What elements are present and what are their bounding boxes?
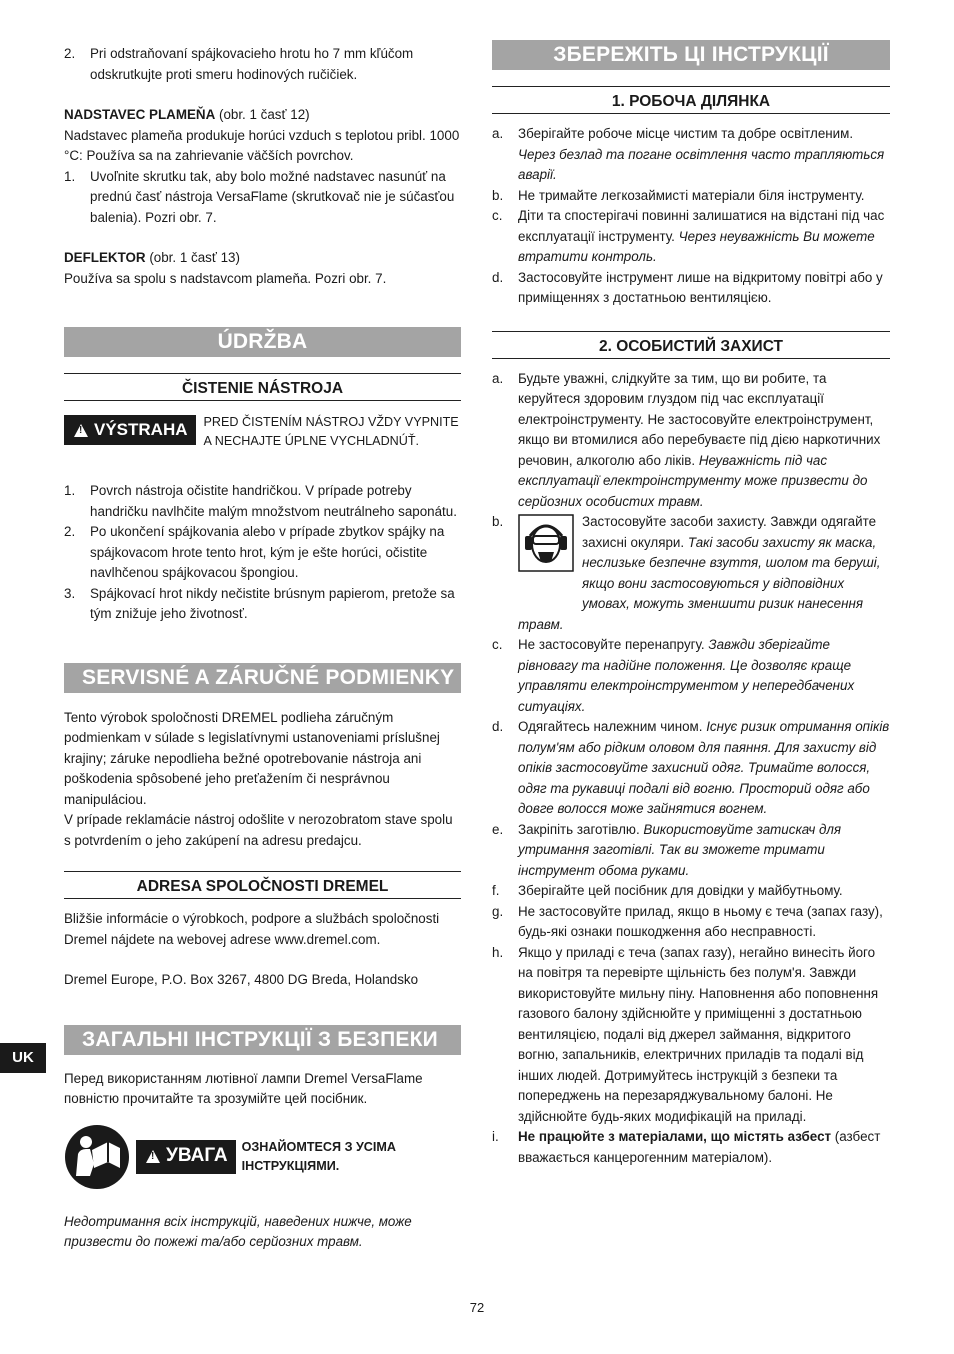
adresa-p2: Dremel Europe, P.O. Box 3267, 4800 DG Breda, Holandsko: [64, 972, 419, 987]
list-item: b. Не тримайте легкозаймисті матеріали біля інструменту.: [492, 187, 865, 203]
list-item: 3. Spájkovací hrot nikdy nečistite brúsnym papierom, pretože sa tým znižuje jeho životnosť.: [64, 585, 455, 621]
list-item: a. Зберігайте робоче місце чистим та добре освітленим. Через безлад та погане освітлення часто трапляються аварії.: [492, 126, 885, 182]
list-item: a. Будьте уважні, слідкуйте за тим, що ви робите, та керуйтеся здоровим глуздом під час експлуатації електроінструменту. Не застосовуйте електроінструмент, якщо ви втомилися або перебуваєте під дією наркотичних речовин, алкоголю або ліків. Неуважність під час експлуатації електроінструменту може призвести до серйозних особистих травм.: [492, 370, 881, 509]
list-item: c. Не застосовуйте перенапругу. Завжди зберігайте рівновагу та надійне положення. Це дозволяє краще управляти електроінструментом у непередбачених ситуаціях.: [492, 637, 855, 714]
safety-gear-icon: [518, 514, 574, 572]
warning-block: [64, 413, 461, 451]
list-item: c. Діти та спостерігачі повинні залишатися на відстані під час експлуатації інструменту. Через неуважність Ви можете втратити контроль.: [492, 208, 885, 264]
list-item: i. Не працюйте з матеріалами, що містять азбест (азбест вважається канцерогенним матеріалом).: [492, 1129, 881, 1165]
warning-badge: ! УВАГА: [136, 1140, 236, 1174]
section-bar-safety: ЗАГАЛЬНІ ІНСТРУКЦІЇ З БЕЗПЕКИ: [64, 1025, 461, 1055]
read-manual-icon: [64, 1124, 130, 1190]
warning-icon: !: [74, 424, 88, 437]
deflektor-desc: Používa sa spolu s nadstavcom plameňa. Pozri obr. 7.: [64, 270, 387, 286]
subsection-heading: 2. ОСОБИСТИЙ ЗАХИСТ: [492, 331, 890, 358]
subsection-heading: ADRESA SPOLOČNOSTI DREMEL: [64, 871, 461, 898]
work-list: [492, 124, 890, 309]
section-bar-udrzba: ÚDRŽBA: [64, 327, 461, 357]
section-bar-save: ЗБЕРЕЖІТЬ ЦІ ІНСТРУКЦІЇ: [492, 40, 890, 70]
flame-heading: NADSTAVEC PLAMEŇA (obr. 1 časť 12): [64, 107, 310, 122]
warning-text: PRED ČISTENÍM NÁSTROJ VŽDY VYPNITE A NECHAJTE ÚPLNE VYCHLADNÚŤ.: [203, 415, 459, 448]
divider: [492, 113, 890, 114]
right-column: [492, 40, 890, 1168]
subsection-heading: ČISTENIE NÁSTROJA: [64, 373, 461, 400]
left-column: [64, 40, 461, 1253]
read-manual-block: [64, 1124, 461, 1190]
servis-p2: V prípade reklamácie nástroj odošlite v nerozobratom stave spolu s potvrdením o jeho zakúpení na adresu predajcu.: [64, 812, 453, 848]
list-item: 2. Pri odstraňovaní spájkovacieho hrotu ho 7 mm kľúčom odskrutkujte proti smeru hodinových ručičiek.: [64, 46, 414, 82]
section-bar-servis: SERVISNÉ A ZÁRUČNÉ PODMIENKY: [64, 663, 461, 693]
subsection-heading: 1. РОБОЧА ДІЛЯНКА: [492, 86, 890, 113]
divider: [64, 400, 461, 401]
safety-p1: Перед використанням лютівної лампи Dremel VersaFlame повністю прочитайте та зрозумійте цей посібник.: [64, 1070, 423, 1106]
list-item: 1. Uvoľnite skrutku tak, aby bolo možné nadstavec nasunúť na prednú časť nástroja VersaFlame (skrutkovač nie je súčasťou balenia). Pozri obr. 7.: [64, 168, 455, 225]
personal-list: [492, 369, 890, 1169]
adresa-p1: Bližšie informácie o výrobkoch, podpore a službách spoločnosti Dremel nájdete na webovej adrese www.dremel.com.: [64, 911, 440, 947]
warning-icon: !: [146, 1150, 160, 1163]
language-tab: UK: [0, 1043, 46, 1073]
warning-badge: ! VÝSTRAHA: [64, 415, 196, 445]
list-item: d. Застосовуйте інструмент лише на відкритому повітрі або у приміщеннях з достатньою вентиляцією.: [492, 269, 883, 305]
list-item: g. Не застосовуйте прилад, якщо в ньому є теча (запах газу), будь-які ознаки пошкодження або несправності.: [492, 903, 883, 939]
flame-desc: Nadstavec plameňa produkuje horúci vzduch s teplotou pribl. 1000 °C: Používa sa na zahrievanie väčších povrchov.: [64, 127, 460, 163]
safety-italic: Недотримання всіх інструкцій, наведених нижче, може призвести до пожежі та/або серйозних травм.: [64, 1213, 412, 1249]
list-item: h. Якщо у приладі є теча (запах газу), негайно винесіть його на повітря та перевірте щільність без полум'я. Завжди використовуйте мильну піну. Наповнення або поповнення газового балону здійснюйте у приміщенні з достатньою вентиляцією, подалі від джерел займання, відкритого вогню, запальників, електричних приладів та подалі від інших людей. Дотримуйтесь інструкцій з безпеки та попереджень на перезаряджувальному балоні. Не здійснюйте будь-яких модифікацій на приладі.: [492, 944, 879, 1124]
divider: [64, 898, 461, 899]
divider: [492, 358, 890, 359]
page-number: 72: [469, 1300, 485, 1315]
list-item: b. Застосовуйте засоби захисту. Завжди одягайте захисні окуляри. Такі засоби захисту як маска, неслизьке безпечне взуття, шолом та беруші, якщо вони застосовуються у відповідних умовах, можуть зменшити ризик нанесення травм.: [492, 514, 881, 632]
list-item: f. Зберігайте цей посібник для довідки у майбутньому.: [492, 883, 843, 898]
list-item: e. Закріпіть заготівлю. Використовуйте затискач для утримання заготівлі. Так ви зможете тримати інструмент обома руками.: [492, 821, 842, 878]
list-item: 2. Po ukončení spájkovania alebo v prípade zbytkov spájky na spájkovacom hrote tento hrot, kým je ešte horúci, očistite navlhčenou spájkovacou špongiou.: [64, 524, 445, 580]
warning-text: ОЗНАЙОМТЕСЯ З УСІМА ІНСТРУКЦІЯМИ.: [241, 1139, 396, 1173]
deflektor-heading: DEFLEKTOR (obr. 1 časť 13): [64, 250, 240, 265]
list-item: 1. Povrch nástroja očistite handričkou. V prípade potreby handričku navlhčite malým množstvom neutrálneho saponátu.: [64, 483, 457, 519]
cleaning-list: [64, 481, 461, 625]
servis-p1: Tento výrobok spoločnosti DREMEL podlieha záručným podmienkam v súlade s legislatívnymi ustanoveniami príslušnej krajiny; záruke nepodlieha bežné opotrebovanie nástroja ani poškodenia spôsobené jeho preťažením či nesprávnou manipuláciou.: [64, 709, 440, 807]
list-item: d. Одягайтесь належним чином. Існує ризик отримання опіків полум'ям або рідким оловом для паяння. Для захисту від опіків застосовуйте захисний одяг. Тримайте волосся, одяг та рукавиці подалі від вогню. Просторий одяг або довге волосся може зайнятися вогнем.: [492, 719, 890, 816]
